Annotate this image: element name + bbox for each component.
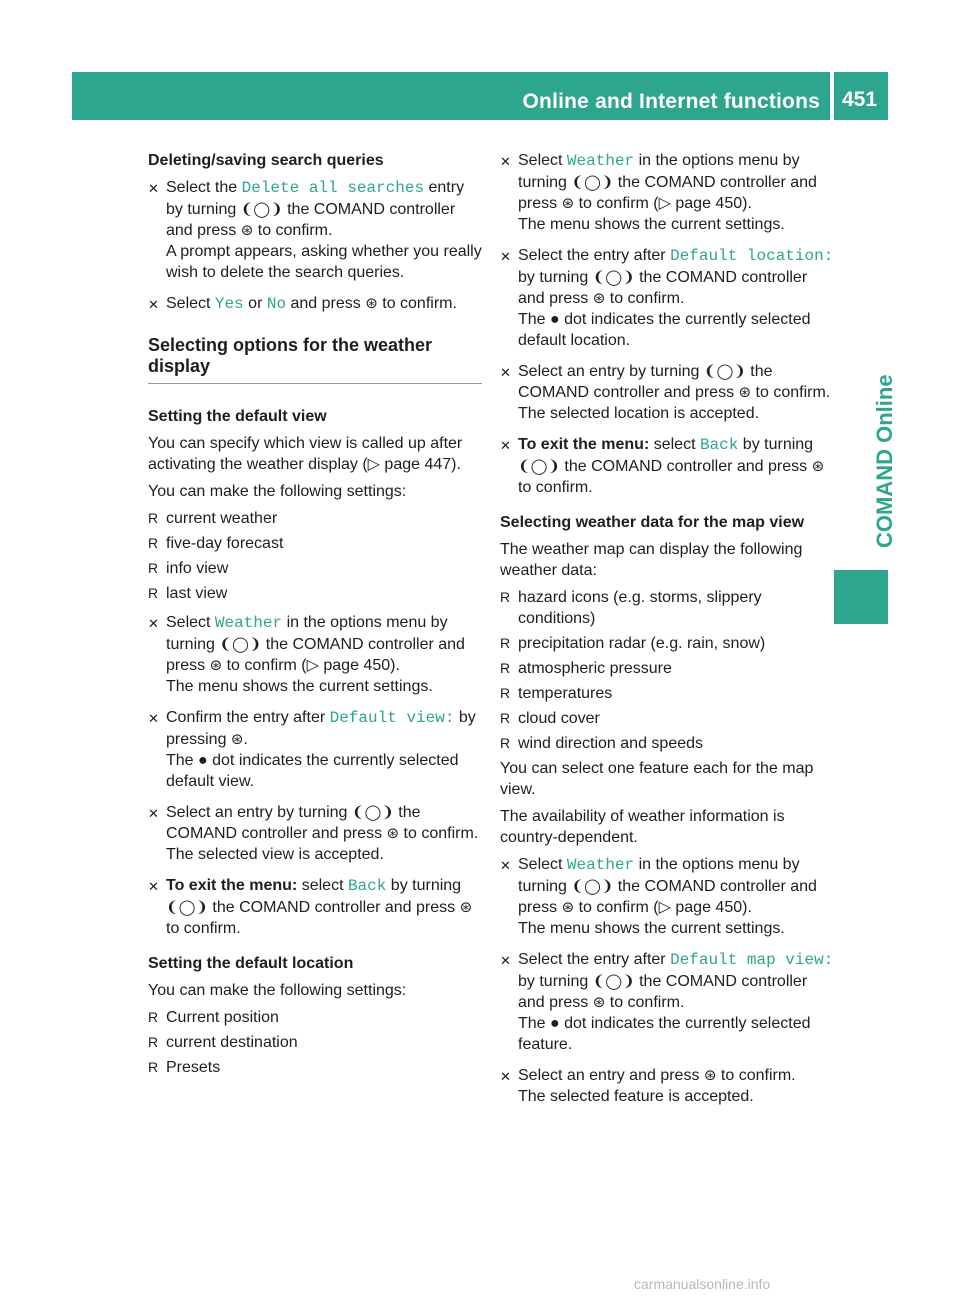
bullet-icon: R [500, 635, 511, 651]
bullet-icon: R [500, 685, 511, 701]
menu-item-label: Back [347, 877, 387, 895]
menu-item-label: Weather [566, 856, 635, 874]
controller-turn-icon: ❨◯❩ [571, 174, 614, 191]
instruction-step: ✕ Select an entry and press ⊛ to confirm. The selected feature is accepted. [500, 1067, 796, 1105]
controller-turn-icon: ❨◯❩ [518, 458, 560, 475]
bullet-icon: R [148, 535, 159, 551]
bullet-icon: R [148, 1009, 159, 1025]
list-item: R five-day forecast [148, 535, 284, 552]
page-ref-icon: ▷ [658, 195, 671, 212]
page-ref-icon: ▷ [367, 456, 380, 473]
instruction-step: ✕ Select the Delete all searches entry by turning ❨◯❩ the COMAND controller and press ⊛ to confirm. A prompt appears, asking whether you really wish to delete the search queries. [148, 179, 482, 281]
controller-press-icon: ⊛ [240, 222, 254, 239]
bullet-icon: R [500, 660, 511, 676]
bullet-icon: R [148, 510, 159, 526]
instruction-step: ✕ Confirm the entry after Default view: by pressing ⊛. The ● dot indicates the currently selected default view. [148, 709, 476, 790]
dot-icon: ● [198, 752, 208, 769]
list-item: R current destination [148, 1034, 298, 1051]
side-tab-label: COMAND Online [872, 374, 897, 548]
paragraph: The availability of weather information is country-dependent. [500, 808, 785, 846]
paragraph: You can make the following settings: [148, 483, 407, 500]
bullet-icon: R [148, 1059, 159, 1075]
step-arrow-icon: ✕ [148, 616, 159, 631]
dot-icon: ● [550, 311, 560, 328]
menu-item-label: Default map view: [670, 951, 834, 969]
step-arrow-icon: ✕ [148, 297, 159, 312]
section-subheading: Setting the default location [148, 955, 354, 972]
instruction-step: ✕ Select the entry after Default location: by turning ❨◯❩ the COMAND controller and press ⊛ to confirm. The ● dot indicates the currently selected default location. [500, 247, 834, 349]
page-number: 451 [834, 72, 888, 120]
left-column [148, 150, 482, 1082]
instruction-step: ✕ To exit the menu: select Back by turning ❨◯❩ the COMAND controller and press ⊛ to confirm. [148, 877, 473, 937]
controller-turn-icon: ❨◯❩ [240, 201, 283, 218]
controller-turn-icon: ❨◯❩ [166, 899, 208, 916]
controller-turn-icon: ❨◯❩ [592, 269, 635, 286]
step-arrow-icon: ✕ [500, 1069, 511, 1084]
controller-turn-icon: ❨◯❩ [592, 973, 635, 990]
step-arrow-icon: ✕ [500, 858, 511, 873]
instruction-step: ✕ Select an entry by turning ❨◯❩ the COMAND controller and press ⊛ to confirm. The selected view is accepted. [148, 804, 479, 863]
paragraph: The weather map can display the following weather data: [500, 541, 803, 579]
list-item: R Presets [148, 1059, 221, 1076]
menu-item-label: Default location: [670, 247, 834, 265]
page-ref-icon: ▷ [658, 899, 671, 916]
watermark: carmanualsonline.info [634, 1276, 771, 1292]
controller-press-icon: ⊛ [703, 1067, 717, 1084]
controller-press-icon: ⊛ [592, 994, 606, 1011]
header-bar [72, 72, 830, 120]
instruction-step: ✕ Select Weather in the options menu by turning ❨◯❩ the COMAND controller and press ⊛ to confirm (▷ page 450). The menu shows the current settings. [148, 614, 465, 695]
menu-item-label: Weather [214, 614, 283, 632]
step-arrow-icon: ✕ [500, 365, 511, 380]
menu-item-label: Back [699, 436, 739, 454]
controller-turn-icon: ❨◯❩ [703, 363, 746, 380]
instruction-step: ✕ To exit the menu: select Back by turning ❨◯❩ the COMAND controller and press ⊛ to confirm. [500, 436, 825, 496]
controller-press-icon: ⊛ [365, 295, 378, 312]
paragraph: You can select one feature each for the map view. [500, 760, 814, 798]
controller-press-icon: ⊛ [230, 731, 244, 748]
paragraph: You can make the following settings: [148, 982, 407, 999]
list-item: R info view [148, 560, 229, 577]
header-title: Online and Internet functions [522, 90, 820, 113]
step-arrow-icon: ✕ [500, 438, 511, 453]
instruction-step: ✕ Select Yes or No and press ⊛ to confirm. [148, 295, 457, 313]
section-heading: Selecting options for the weather display [148, 335, 482, 384]
list-item: R temperatures [500, 685, 613, 702]
section-subheading: Setting the default view [148, 408, 327, 425]
list-item: R hazard icons (e.g. storms, slippery conditions) [500, 589, 762, 627]
controller-press-icon: ⊛ [561, 899, 575, 916]
side-tab-block [834, 570, 888, 624]
menu-item-label: Yes [214, 295, 244, 313]
dot-icon: ● [550, 1015, 560, 1032]
paragraph: You can specify which view is called up after activating the weather display (▷ page 447). [148, 435, 463, 473]
list-item: R last view [148, 585, 228, 602]
bullet-icon: R [148, 585, 159, 601]
section-subheading: Deleting/saving search queries [148, 152, 384, 169]
menu-item-label: No [266, 295, 287, 313]
step-arrow-icon: ✕ [148, 806, 159, 821]
bullet-icon: R [500, 710, 511, 726]
menu-item-label: Default view: [329, 709, 455, 727]
list-item: R wind direction and speeds [500, 735, 704, 752]
menu-item-label: Delete all searches [241, 179, 425, 197]
right-column [500, 150, 834, 1117]
list-item: R Current position [148, 1009, 279, 1026]
controller-press-icon: ⊛ [209, 657, 223, 674]
controller-press-icon: ⊛ [592, 290, 606, 307]
step-arrow-icon: ✕ [148, 879, 159, 894]
controller-turn-icon: ❨◯❩ [219, 636, 262, 653]
bullet-icon: R [148, 560, 159, 576]
controller-press-icon: ⊛ [561, 195, 575, 212]
bullet-icon: R [148, 1034, 159, 1050]
instruction-step: ✕ Select the entry after Default map view: by turning ❨◯❩ the COMAND controller and press ⊛ to confirm. The ● dot indicates the currently selected feature. [500, 951, 834, 1053]
bullet-icon: R [500, 735, 511, 751]
list-item: R current weather [148, 510, 278, 527]
controller-turn-icon: ❨◯❩ [351, 804, 394, 821]
controller-press-icon: ⊛ [459, 899, 473, 916]
instruction-step: ✕ Select Weather in the options menu by turning ❨◯❩ the COMAND controller and press ⊛ to confirm (▷ page 450). The menu shows the current settings. [500, 152, 817, 233]
instruction-step: ✕ Select Weather in the options menu by turning ❨◯❩ the COMAND controller and press ⊛ to confirm (▷ page 450). The menu shows the current settings. [500, 856, 817, 937]
bullet-icon: R [500, 589, 511, 605]
step-arrow-icon: ✕ [148, 711, 159, 726]
list-item: R cloud cover [500, 710, 600, 727]
controller-press-icon: ⊛ [738, 384, 752, 401]
controller-press-icon: ⊛ [386, 825, 400, 842]
step-arrow-icon: ✕ [500, 249, 511, 264]
list-item: R precipitation radar (e.g. rain, snow) [500, 635, 766, 652]
controller-press-icon: ⊛ [811, 458, 825, 475]
list-item: R atmospheric pressure [500, 660, 672, 677]
controller-turn-icon: ❨◯❩ [571, 878, 614, 895]
step-arrow-icon: ✕ [148, 181, 159, 196]
page-ref-icon: ▷ [306, 657, 319, 674]
step-arrow-icon: ✕ [500, 154, 511, 169]
section-subheading: Selecting weather data for the map view [500, 514, 805, 531]
instruction-step: ✕ Select an entry by turning ❨◯❩ the COMAND controller and press ⊛ to confirm. The selected location is accepted. [500, 363, 831, 422]
step-arrow-icon: ✕ [500, 953, 511, 968]
menu-item-label: Weather [566, 152, 635, 170]
